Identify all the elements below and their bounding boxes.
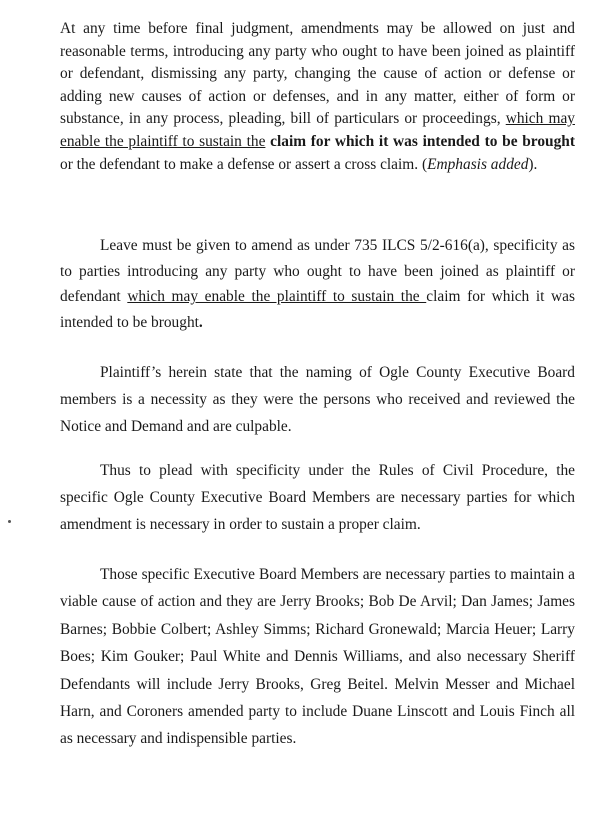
plead-text: Thus to plead with specificity under the Rules of Civil Procedure, the specific Ogle County Executive Board Members are necessary parties for which amendment is necessary in order to sustain a proper claim.: [60, 462, 575, 533]
statute-quote-paragraph: [60, 18, 575, 176]
leave-text-1: Leave must be given to amend as under 735 ILCS 5/2-616(a), specificity as to parties introducing any party who ought to have been joined as plaintiff or defendant: [60, 237, 575, 305]
leave-period: .: [198, 313, 203, 331]
naming-text: Plaintiff’s herein state that the naming of Ogle County Executive Board members is a necessity as they were the persons who received and reviewed the Notice and Demand and are culpable.: [60, 364, 575, 435]
quote-underlined-text: which may enable the plaintiff to sustain the: [60, 110, 575, 150]
quote-text-1: At any time before final judgment, amendments may be allowed on just and reasonable terms, introducing any party who ought to have been joined as plaintiff or defendant, dismissing any party, changing the cause of action or defense or adding new causes of action or defenses, and in any matter, either of form or substance, in any process, pleading, bill of particulars or proceedings,: [60, 20, 575, 128]
scan-speck: [8, 520, 11, 523]
leave-underlined-text: which may enable the plaintiff to sustain the: [127, 288, 427, 305]
quote-bold-text: claim for which it was intended to be brought: [270, 132, 575, 150]
board-members-paragraph: [60, 561, 575, 753]
members-text: Those specific Executive Board Members are necessary parties to maintain a viable cause of action and they are Jerry Brooks; Bob De Arvil; Dan James; James Barnes; Bobbie Colbert; Ashley Simms; Richard Gronewald; Marcia Heuer; Larry Boes; Kim Gouker; Paul White and Dennis Williams, and also necessary Sheriff Defendants will include Jerry Brooks, Greg Beitel. Melvin Messer and Michael Harn, and Coroners amended party to include Duane Linscott and Louis Finch all as necessary and indispensible parties.: [60, 566, 575, 748]
naming-paragraph: [60, 359, 575, 440]
leave-to-amend-paragraph: [60, 233, 575, 335]
plead-specificity-paragraph: [60, 457, 575, 538]
leave-text-2: claim for which it was intended to be brought: [60, 288, 575, 331]
quote-text-2: or the defendant to make a defense or assert a cross claim. (: [60, 155, 428, 173]
quote-text-3: ).: [528, 155, 538, 173]
quote-emphasis-note: Emphasis added: [427, 155, 529, 173]
